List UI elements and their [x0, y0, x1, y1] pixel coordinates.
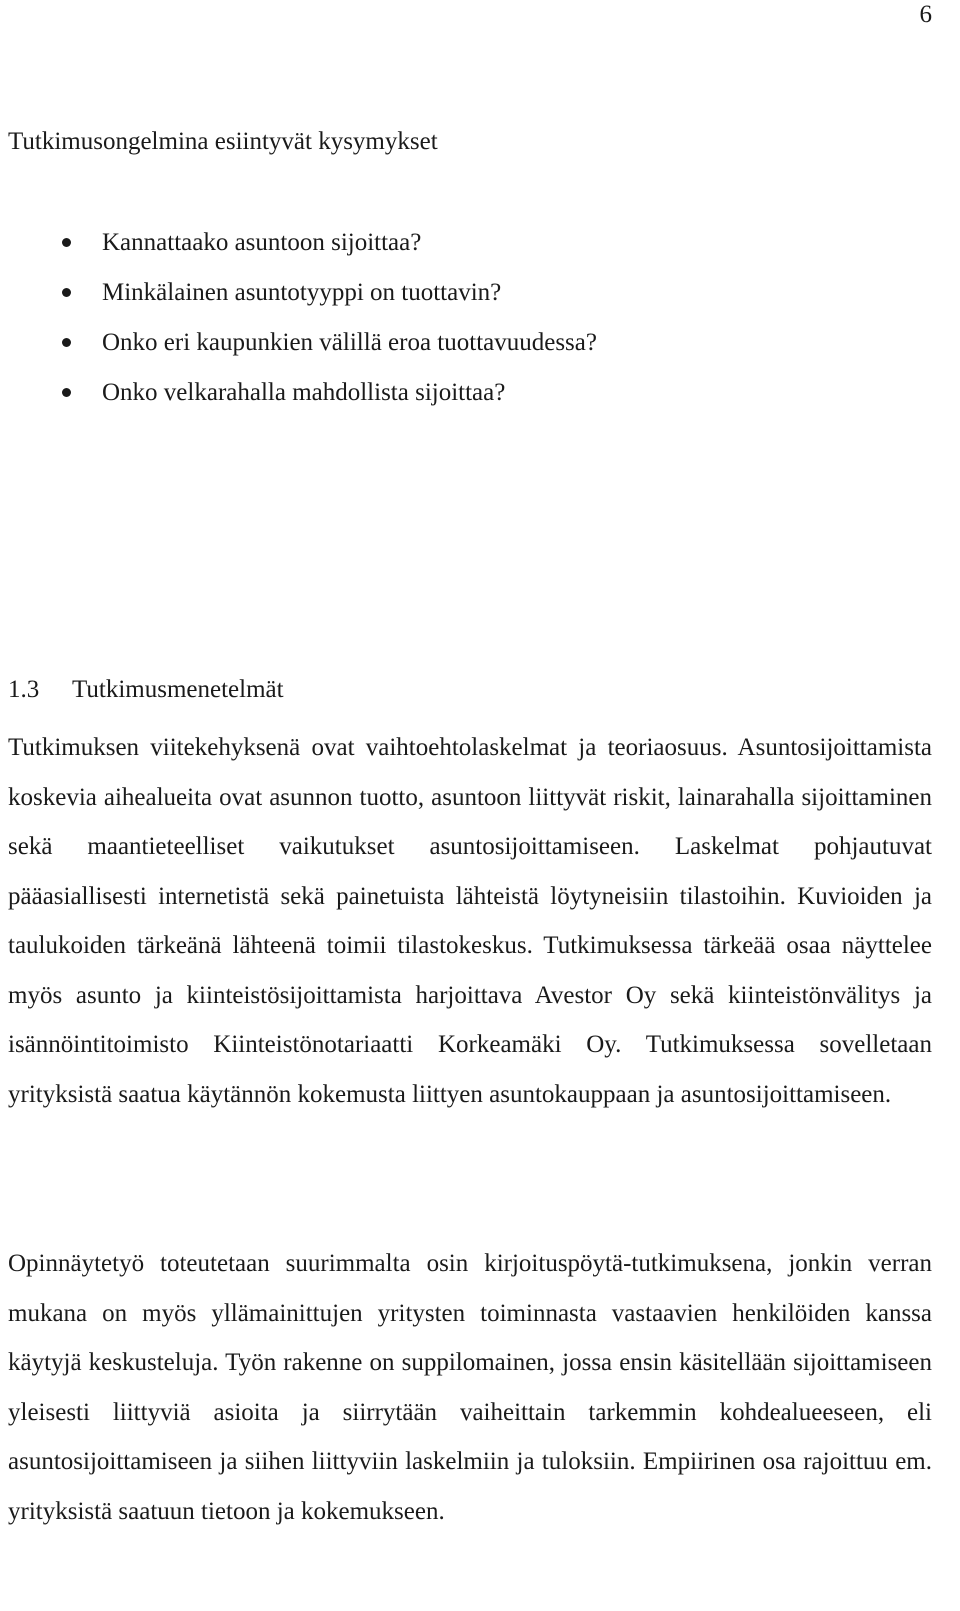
- list-item-text: Minkälainen asuntotyyppi on tuottavin?: [102, 279, 502, 306]
- list-item: [0, 328, 597, 378]
- section-title: Tutkimusmenetelmät: [72, 676, 284, 703]
- bullet-icon: [62, 238, 71, 247]
- bullet-icon: [62, 288, 71, 297]
- page-number: 6: [919, 1, 932, 28]
- list-item: [0, 378, 597, 428]
- list-item-text: Onko eri kaupunkien välillä eroa tuottavuudessa?: [102, 329, 597, 356]
- section-heading: [8, 675, 284, 705]
- questions-intro: Tutkimusongelmina esiintyvät kysymykset: [8, 128, 438, 155]
- bullet-icon: [62, 338, 71, 347]
- section-number: 1.3: [8, 676, 40, 703]
- list-item: [0, 278, 597, 328]
- implementation-paragraph: Opinnäytetyö toteutetaan suurimmalta osin kirjoituspöytä-tutkimuksena, jonkin verran mukana on myös yllämainittujen yritysten toiminnasta vastaavien henkilöiden kanssa käytyjä keskusteluja. Työn rakenne on suppilomainen, jossa ensin käsitellään sijoittamiseen yleisesti liittyviä asioita ja siirrytään vaiheittain tarkemmin kohdealueeseen, eli asuntosijoittamiseen ja siihen liittyviin laskelmiin ja tuloksiin. Empiirinen osa rajoittuu em. yrityksistä saatuun tietoon ja kokemukseen.: [8, 1250, 932, 1525]
- list-item: [0, 228, 597, 278]
- research-questions-list: [0, 228, 597, 428]
- list-item-text: Onko velkarahalla mahdollista sijoittaa?: [102, 379, 506, 406]
- bullet-icon: [62, 388, 71, 397]
- list-item-text: Kannattaako asuntoon sijoittaa?: [102, 229, 422, 256]
- methods-paragraph: Tutkimuksen viitekehyksenä ovat vaihtoehtolaskelmat ja teoriaosuus. Asuntosijoittamista koskevia aihealueita ovat asunnon tuotto, asuntoon liittyvät riskit, lainarahalla sijoittaminen sekä maantieteelliset vaikutukset asuntosijoittamiseen. Laskelmat pohjautuvat pääasiallisesti internetistä sekä painetuista lähteistä löytyneisiin tilastoihin. Kuvioiden ja taulukoiden tärkeänä lähteenä toimii tilastokeskus. Tutkimuksessa tärkeää osaa näyttelee myös asunto ja kiinteistösijoittamista harjoittava Avestor Oy sekä kiinteistönvälitys ja isännöintitoimisto Kiinteistönotariaatti Korkeamäki Oy. Tutkimuksessa sovelletaan yrityksistä saatua käytännön kokemusta liittyen asuntokauppaan ja asuntosijoittamiseen.: [8, 734, 932, 1108]
